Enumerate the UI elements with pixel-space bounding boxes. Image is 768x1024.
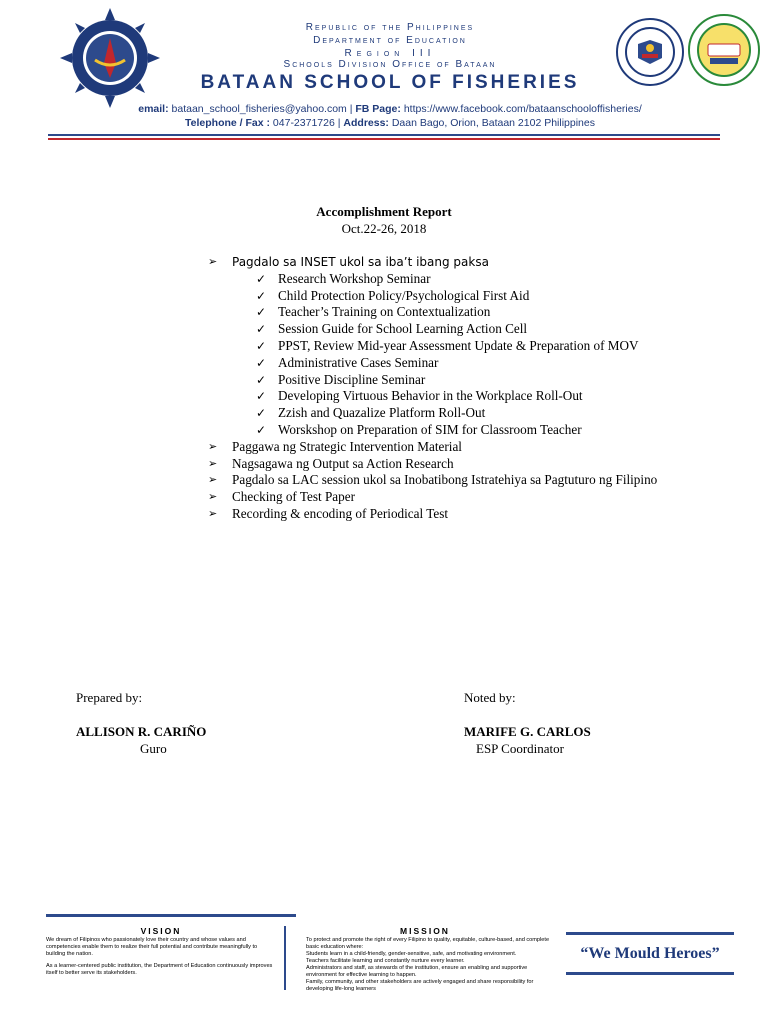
arrow-bullet-icon: ➢ [208, 507, 218, 520]
checkmark-icon: ✓ [256, 355, 267, 370]
mission-text [306, 937, 550, 993]
list-item-text: Pagdalo sa LAC session ukol sa Inobatibong Istratehiya sa Pagtuturo ng Filipino [232, 472, 658, 488]
accomplishment-list [208, 254, 678, 523]
contact-line-1 [60, 103, 720, 115]
separator: | [349, 103, 353, 115]
telephone-label: Telephone / Fax : [185, 117, 270, 129]
email-link[interactable]: bataan_school_fisheries@yahoo.com [171, 103, 347, 115]
school-name: BATAAN SCHOOL OF FISHERIES [200, 72, 580, 93]
list-item [208, 506, 678, 523]
sub-list-item [208, 388, 678, 405]
list-item-text: Checking of Test Paper [232, 489, 355, 505]
footer-divider [284, 926, 286, 990]
mission-paragraph: Administrators and staff, as stewards of the institution, ensure an enabling and supportive environment for effective learning to happen. [306, 965, 528, 978]
vision-paragraph: As a learner-centered public institution, the Department of Education continuously improves itself to better serve its stakeholders. [46, 963, 273, 976]
sub-list [208, 271, 678, 439]
sub-list-item [208, 338, 678, 355]
mission-paragraph: Teachers facilitate learning and constantly nurture every learner. [306, 958, 465, 964]
sub-list-item-text: Research Workshop Seminar [278, 270, 431, 286]
list-item-text: Nagsagawa ng Output sa Action Research [232, 455, 454, 471]
sub-list-item [208, 321, 678, 338]
school-seal-logo-icon [60, 8, 160, 108]
list-item-text: Paggawa ng Strategic Intervention Material [232, 438, 462, 454]
checkmark-icon: ✓ [256, 338, 267, 353]
noted-by-role: ESP Coordinator [476, 741, 564, 756]
email-label: email: [138, 103, 169, 115]
prepared-by-name: ALLISON R. CARIÑO [76, 724, 207, 739]
motto-rule-top [566, 932, 734, 935]
list-item [208, 254, 678, 271]
arrow-bullet-icon: ➢ [208, 256, 218, 268]
mission-paragraph: To protect and promote the right of every Filipino to quality, equitable, culture-based, and complete basic education where: [306, 937, 550, 950]
report-date: Oct.22-26, 2018 [341, 221, 427, 236]
arrow-bullet-icon: ➢ [208, 440, 218, 453]
contact-line-2 [60, 117, 720, 129]
motto-rule-bottom [566, 972, 734, 975]
sub-list-item [208, 405, 678, 422]
other-list [208, 439, 678, 523]
checkmark-icon: ✓ [256, 406, 267, 421]
checkmark-icon: ✓ [256, 271, 267, 286]
sub-list-item-text: Teacher’s Training on Contextualization [278, 304, 491, 320]
noted-by-name: MARIFE G. CARLOS [464, 724, 591, 739]
arrow-bullet-icon: ➢ [208, 491, 218, 504]
arrow-bullet-icon: ➢ [208, 457, 218, 470]
list-item [208, 472, 678, 489]
header-republic: Republic of the Philippines [305, 22, 475, 33]
deped-bataan-logo-icon [688, 14, 760, 86]
address-label: Address: [343, 117, 389, 129]
fb-label: FB Page: [355, 103, 401, 115]
header-rule-red [48, 138, 720, 140]
list-item-text: Recording & encoding of Periodical Test [232, 505, 449, 521]
sub-list-item [208, 304, 678, 321]
header-division: Schools Division Office of Bataan [283, 59, 497, 70]
vision-title: VISION [140, 926, 182, 936]
header-region: Region III [344, 48, 436, 59]
sub-list-item [208, 288, 678, 305]
arrow-bullet-icon: ➢ [208, 474, 218, 487]
header-rule-blue [48, 134, 720, 136]
sub-list-item-text: PPST, Review Mid-year Assessment Update & Preparation of MOV [278, 337, 639, 353]
checkmark-icon: ✓ [256, 288, 267, 303]
motto: “We Mould Heroes” [580, 945, 720, 962]
sub-list-item [208, 372, 678, 389]
mission-paragraph: Family, community, and other stakeholders are actively engaged and share responsibility for developing life-long learners [306, 979, 534, 992]
address-value: Daan Bago, Orion, Bataan 2102 Philippines [391, 117, 595, 129]
checkmark-icon: ✓ [256, 422, 267, 437]
checkmark-icon: ✓ [256, 305, 267, 320]
sub-list-item-text: Zzish and Quazalize Platform Roll-Out [278, 405, 486, 421]
noted-by-label: Noted by: [464, 690, 516, 705]
prepared-by-label: Prepared by: [76, 690, 143, 705]
sub-list-item-text: Child Protection Policy/Psychological First Aid [278, 287, 530, 303]
checkmark-icon: ✓ [256, 322, 267, 337]
list-item [208, 456, 678, 473]
header-department: Department of Education [313, 35, 467, 46]
checkmark-icon: ✓ [256, 389, 267, 404]
mission-title: MISSION [400, 926, 450, 936]
sub-list-item-text: Developing Virtuous Behavior in the Workplace Roll-Out [278, 388, 583, 404]
fb-link[interactable]: https://www.facebook.com/bataanschooloffisheries/ [403, 103, 642, 115]
list-item [208, 439, 678, 456]
list-item [208, 489, 678, 506]
footer-rule [46, 914, 296, 917]
checkmark-icon: ✓ [256, 372, 267, 387]
mission-paragraph: Students learn in a child-friendly, gender-sensitive, safe, and motivating environment. [306, 951, 517, 957]
sub-list-item-text: Session Guide for School Learning Action Cell [278, 321, 528, 337]
sub-list-item [208, 422, 678, 439]
sub-list-item-text: Worskshop on Preparation of SIM for Classroom Teacher [278, 421, 582, 437]
sub-list-item-text: Positive Discipline Seminar [278, 371, 426, 387]
separator: | [337, 117, 341, 129]
report-title: Accomplishment Report [316, 204, 452, 219]
telephone-value: 047-2371726 [272, 117, 335, 129]
sub-list-item-text: Administrative Cases Seminar [278, 354, 439, 370]
sub-list-item [208, 355, 678, 372]
vision-paragraph: We dream of Filipinos who passionately love their country and whose values and competencies enable them to realize their full potential and contribute meaningfully to building the nation. [46, 937, 258, 957]
vision-text [46, 937, 276, 977]
prepared-by-role: Guro [140, 741, 167, 756]
list-item-text: Pagdalo sa INSET ukol sa iba’t ibang paksa [232, 255, 489, 269]
sub-list-item [208, 271, 678, 288]
